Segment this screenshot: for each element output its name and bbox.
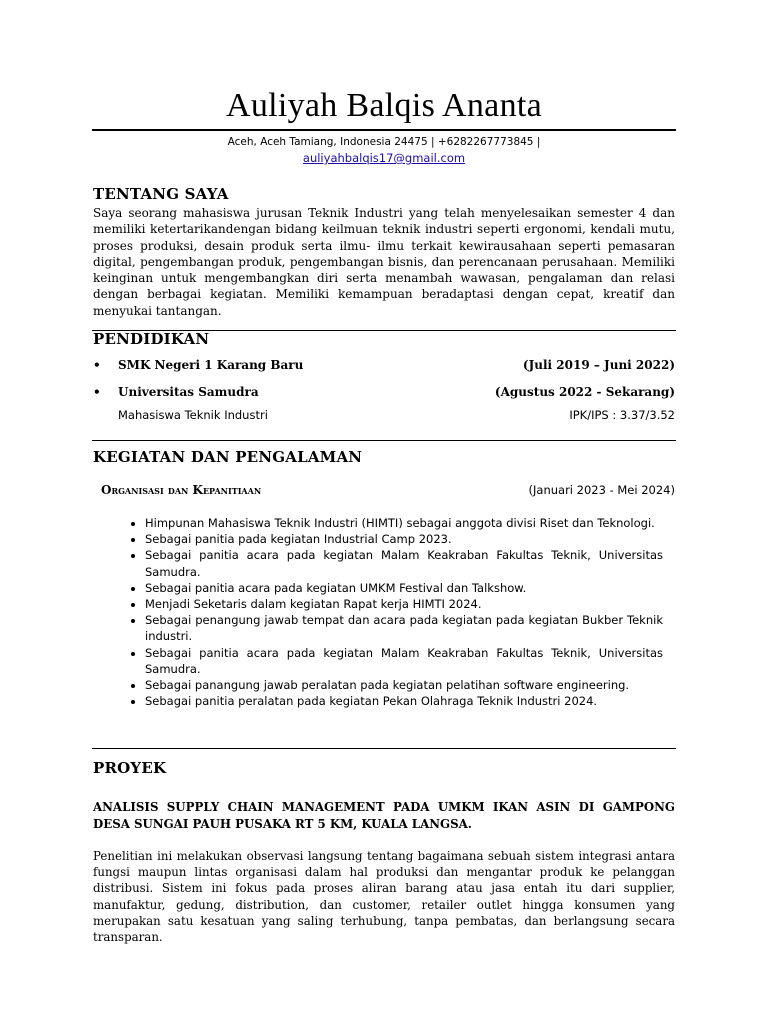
experience-category-row (93, 483, 675, 499)
email-link[interactable]: auliyahbalqis17@gmail.com (302, 151, 466, 165)
list-item: • Sebagai panangung jawab peralatan pada kegiatan pelatihan software engineering. (145, 677, 663, 693)
activity-list (93, 515, 663, 709)
major: Mahasiswa Teknik Industri (118, 408, 268, 422)
experience-category: Organisasi dan Kepanitiaan (101, 483, 262, 497)
list-item: • Sebagai penangung jawab tempat dan acara pada kegiatan pada kegiatan Bukber Teknik industri. (145, 612, 663, 644)
list-item: • Sebagai panitia acara pada kegiatan Malam Keakraban Fakultas Teknik, Universitas Samudra. (145, 645, 663, 677)
bullet-icon: • (93, 358, 101, 372)
candidate-name: Auliyah Balqis Ananta (225, 87, 543, 124)
gpa: IPK/IPS : 3.37/3.52 (569, 408, 675, 422)
school-name: Universitas Samudra (118, 385, 259, 399)
experience-period: (Januari 2023 - Mei 2024) (528, 483, 675, 497)
education-detail (93, 408, 675, 424)
education-heading: PENDIDIKAN (93, 330, 210, 348)
education-period: (Agustus 2022 - Sekarang) (494, 385, 675, 399)
contact-info: Aceh, Aceh Tamiang, Indonesia 24475 | +6282267773845 | (227, 136, 541, 148)
list-item: • Menjadi Seketaris dalam kegiatan Rapat kerja HIMTI 2024. (145, 596, 663, 612)
list-item: • Sebagai panitia peralatan pada kegiatan Pekan Olahraga Teknik Industri 2024. (145, 693, 663, 709)
email-line (0, 151, 768, 165)
education-divider (92, 440, 676, 441)
school-name: SMK Negeri 1 Karang Baru (118, 358, 304, 372)
header-divider (92, 129, 676, 131)
education-period: (Juli 2019 – Juni 2022) (522, 358, 675, 372)
education-item (93, 385, 675, 401)
project-heading: PROYEK (93, 759, 167, 777)
experience-divider (92, 748, 676, 749)
project-description: Penelitian ini melakukan observasi langsung tentang bagaimana sebuah sistem integrasi antara fungsi maupun lintas organisasi dalam hal produksi dan mengantar produk ke pelanggan distribusi. Sistem ini fokus pada proses aliran barang atau jasa entah itu dari supplier, manufaktur, gedung, distribution, dan customer, retailer outlet hingga konsumen yang merupakan satu kesatuan yang saling terhubung, tanpa pembatas, dan berlangsung secara transparan. (93, 849, 675, 945)
list-item: • Sebagai panitia pada kegiatan Industrial Camp 2023. (145, 531, 663, 547)
project-name: ANALISIS SUPPLY CHAIN MANAGEMENT PADA UMKM IKAN ASIN DI GAMPONG DESA SUNGAI PAUH PUSAKA RT 5 KM, KUALA LANGSA. (93, 800, 675, 831)
education-item (93, 358, 675, 374)
bullet-icon: • (93, 385, 101, 399)
list-item: • Sebagai panitia acara pada kegiatan Malam Keakraban Fakultas Teknik, Universitas Samudra. (145, 547, 663, 579)
list-item: • Himpunan Mahasiswa Teknik Industri (HIMTI) sebagai anggota divisi Riset dan Teknologi. (145, 515, 663, 531)
experience-heading: KEGIATAN DAN PENGALAMAN (93, 448, 363, 466)
about-heading: TENTANG SAYA (93, 185, 229, 203)
about-text: Saya seorang mahasiswa jurusan Teknik Industri yang telah menyelesaikan semester 4 dan memiliki ketertarikandengan bidang keilmuan teknik industri seperti ergonomi, kendali mutu, proses produksi, desain produk serta ilmu- ilmu terkait kewirausahaan seperti pemasaran digital, pengembangan produk, pengembangan bisnis, dan perencanaan perusahaan. Memiliki keinginan untuk mengembangkan diri serta menambah wawasan, pengalaman dan relasi dengan berbagai kegiatan. Memiliki kemampuan beradaptasi dengan cepat, kreatif dan menyukai tantangan. (93, 206, 675, 318)
list-item: • Sebagai panitia acara pada kegiatan UMKM Festival dan Talkshow. (145, 580, 663, 596)
